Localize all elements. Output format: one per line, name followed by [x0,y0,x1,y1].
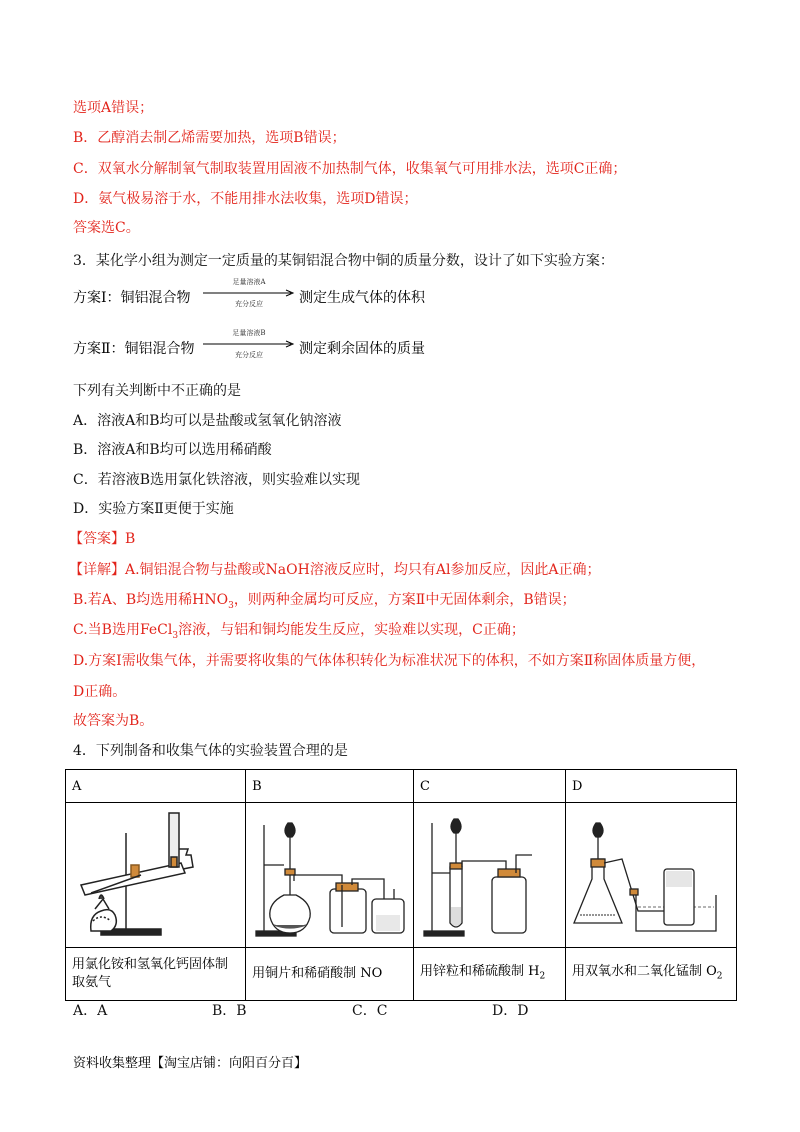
q3-detail-d1: D.方案Ⅰ需收集气体，并需要将收集的气体体积转化为标准状况下的体积，不如方案Ⅱ称固体质量方便， [73,653,706,669]
detail-prefix: 【详解】 [69,562,125,578]
flask-and-bottles-icon [252,803,408,943]
scheme-1-result: 测定生成气体的体积 [299,290,425,306]
answer-line-4: D．氨气极易溶于水，不能用排水法收集，选项D错误； [73,191,418,207]
apparatus-c [414,803,566,948]
apparatus-a [66,803,246,948]
scheme-2-arrow [203,328,295,364]
detail-b-sub: 3 [228,600,234,611]
question-3-prompt: 下列有关判断中不正确的是 [73,383,241,399]
caption-d-text: 用双氧水和二氧化锰制 O [572,963,717,979]
q3-detail-d2: D正确。 [73,684,127,700]
answer-line-5: 答案选C。 [73,220,140,236]
q4-apparatus-table [65,769,737,1001]
scheme-2-label: 方案Ⅱ：铜铝混合物 [73,341,195,357]
apparatus-d [566,803,737,948]
q4-choice-d: D．D [492,1003,529,1019]
q3-option-a: A．溶液A和B均可以是盐酸或氢氧化钠溶液 [73,413,342,429]
detail-a-text: A.铜铝混合物与盐酸或NaOH溶液反应时，均只有Al参加反应，因此A正确； [125,562,601,578]
scheme-2-result: 测定剩余固体的质量 [299,341,425,357]
caption-c-text: 用锌粒和稀硫酸制 H [420,963,540,979]
detail-b-pre: B.若A、B均选用稀HNO [73,592,229,608]
scheme-1-arrow-above: 足量溶液A [232,278,266,286]
detail-c-post: 溶液，与铝和铜均能发生反应，实验难以实现，C正确； [178,622,525,638]
answer-line-1: 选项A错误； [73,100,154,116]
q4-caption-a [66,948,246,1001]
conical-flask-collection-icon [566,803,736,943]
q3-option-d: D．实验方案Ⅱ更便于实施 [73,501,234,517]
scheme-2-arrow-below: 充分反应 [235,351,263,359]
q4-choice-a: A．A [73,1003,108,1019]
q4-caption-c [414,948,566,1001]
answer-line-2: B．乙醇消去制乙烯需要加热，选项B错误； [73,130,346,146]
heating-test-tube-icon [71,803,241,943]
question-3-stem: 3．某化学小组为测定一定质量的某铜铝混合物中铜的质量分数，设计了如下实验方案： [73,253,614,269]
scheme-2-arrow-above: 足量溶液B [232,329,266,337]
scheme-1-arrow-below: 充分反应 [235,300,263,308]
arrow-icon [203,289,295,297]
tube-and-bottle-icon [420,803,560,943]
detail-b-post: ，则两种金属均可反应，方案Ⅱ中无固体剩余，B错误； [233,592,576,608]
q3-detail-b [73,590,576,616]
page-footer: 资料收集整理【淘宝店铺：向阳百分百】 [73,1056,308,1071]
q4-choice-b: B．B [212,1003,247,1019]
apparatus-b [246,803,414,948]
q4-choice-c: C．C [352,1003,388,1019]
q3-option-c: C．若溶液B选用氯化铁溶液，则实验难以实现 [73,472,360,488]
q3-answer: 【答案】B [69,531,136,547]
q4-header-a: A [66,770,246,803]
q4-header-b: B [246,770,414,803]
q4-header-c: C [414,770,566,803]
q4-caption-b [246,948,414,1001]
caption-a-text: 用氯化铵和氢氧化钙固体制取氨气 [72,957,229,990]
detail-c-pre: C.当B选用FeCl [73,622,173,638]
q3-conclusion: 故答案为B。 [73,713,154,729]
scheme-1-label: 方案Ⅰ：铜铝混合物 [73,290,191,306]
caption-c-sub: 2 [539,971,546,982]
question-4-stem: 4．下列制备和收集气体的实验装置合理的是 [73,743,348,759]
caption-b-text: 用铜片和稀硝酸制 NO [252,966,383,981]
q4-caption-d [566,948,737,1001]
q3-option-b: B．溶液A和B均可以选用稀硝酸 [73,442,272,458]
q3-detail-a [69,560,601,580]
q4-header-d: D [566,770,737,803]
arrow-icon [203,340,295,348]
scheme-1-arrow [203,277,295,313]
q3-detail-c [73,620,525,646]
answer-line-3: C．双氧水分解制氧气制取装置用固液不加热制气体，收集氧气可用排水法，选项C正确； [73,161,627,177]
caption-d-sub: 2 [716,971,723,982]
detail-c-sub: 3 [172,630,179,641]
